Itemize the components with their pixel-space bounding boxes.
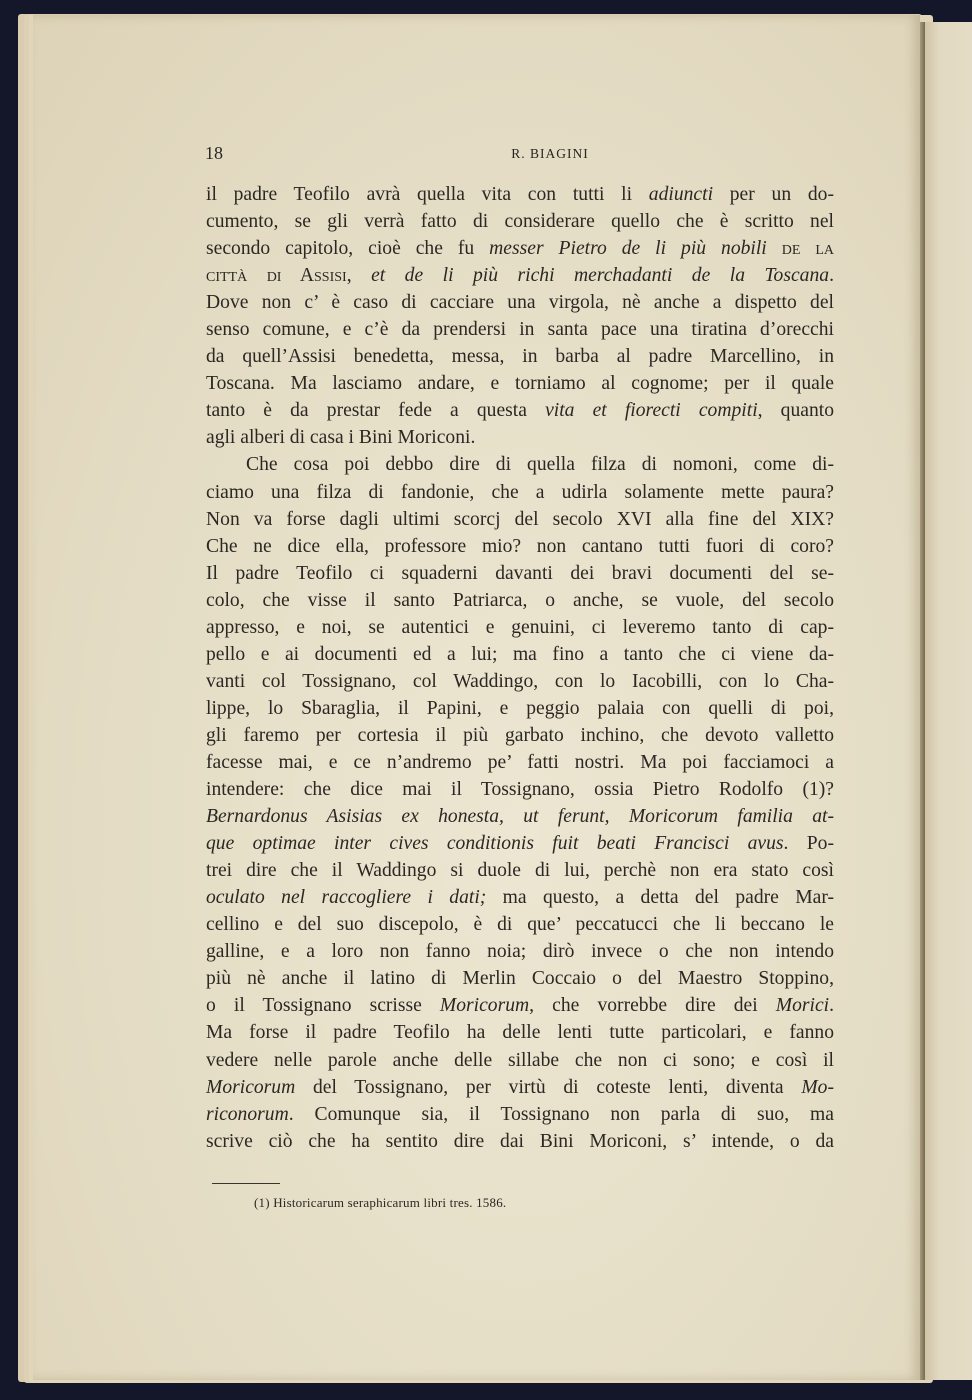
text-line bbox=[206, 1047, 834, 1074]
text-line bbox=[206, 451, 834, 478]
facing-page-edge bbox=[925, 22, 972, 1380]
text-line bbox=[206, 1019, 834, 1046]
text-line bbox=[206, 181, 834, 208]
italic-text: vita et fiorecti compiti bbox=[545, 400, 758, 422]
text-run: vanti col Tossignano, col Waddingo, con lo Iacobilli, con lo Cha- bbox=[206, 670, 834, 692]
text-run: cellino e del suo discepolo, è di que’ peccatucci che li beccano le bbox=[206, 914, 834, 936]
text-run: secondo capitolo, cioè che fu bbox=[206, 238, 490, 260]
text-line bbox=[206, 424, 834, 451]
text-run: da quell’Assisi benedetta, messa, in barba al padre Marcellino, in bbox=[206, 346, 834, 368]
text-line bbox=[206, 397, 834, 424]
italic-text: adiuncti bbox=[648, 184, 714, 205]
text-line bbox=[206, 1128, 834, 1155]
text-run: Che cosa poi debbo dire di quella filza di nomoni, come di- bbox=[246, 454, 834, 476]
text-line bbox=[206, 965, 834, 992]
text-run: Il padre Teofilo ci squaderni davanti dei bravi documenti del se- bbox=[206, 562, 834, 584]
text-line bbox=[206, 370, 834, 397]
text-line bbox=[206, 938, 834, 965]
text-line bbox=[206, 506, 834, 533]
text-line bbox=[206, 992, 834, 1019]
page-header bbox=[205, 143, 835, 165]
text-line bbox=[206, 884, 834, 911]
italic-text: riconorum bbox=[206, 1103, 289, 1125]
text-line bbox=[206, 641, 834, 668]
text-line bbox=[206, 614, 834, 641]
text-line bbox=[206, 668, 834, 695]
text-run: tanto è da prestar fede a questa bbox=[206, 400, 546, 422]
text-run: scrive ciò che ha sentito dire dai Bini Moriconi, s’ intende, o da bbox=[206, 1130, 834, 1152]
text-line bbox=[206, 1074, 834, 1101]
italic-text: Moricorum bbox=[206, 1076, 296, 1098]
text-line bbox=[206, 235, 834, 262]
text-run: lippe, lo Sbaraglia, il Papini, e peggio palaia con quelli di poi, bbox=[206, 697, 834, 719]
text-run: trei dire che il Waddingo si duole di lui, perchè non era stato così bbox=[206, 860, 834, 882]
text-run: Ma forse il padre Teofilo ha delle lenti tutte particolari, e fanno bbox=[206, 1022, 834, 1044]
text-run: senso comune, e c’è da prendersi in santa pace una tiratina d’orecchi bbox=[206, 319, 834, 341]
text-run: il padre Teofilo avrà quella vita con tutti li bbox=[206, 184, 649, 205]
text-run: gli faremo per cortesia il più garbato inchino, che devoto valletto bbox=[206, 724, 834, 746]
text-line bbox=[206, 343, 834, 370]
text-run: Non va forse dagli ultimi scorcj del secolo XVI alla fine del XIX? bbox=[206, 508, 834, 530]
italic-text: Moricorum, bbox=[439, 995, 535, 1017]
text-run: Toscana. Ma lasciamo andare, e torniamo al cognome; per il quale bbox=[206, 373, 834, 395]
text-line bbox=[206, 533, 834, 560]
text-run: galline, e a loro non fanno noia; dirò invece o che non intendo bbox=[206, 941, 834, 963]
text-run: facesse mai, e ce n’andremo pe’ fatti nostri. Ma poi facciamoci a bbox=[206, 751, 834, 773]
text-run: . Comunque sia, il Tossignano non parla di suo, ma bbox=[288, 1103, 834, 1125]
small-caps-text: città di Assisi bbox=[206, 265, 347, 287]
italic-text: Bernardonus Asisias ex honesta, ut ferunt, Moricorum familia at- bbox=[206, 806, 834, 828]
text-run: Che ne dice ella, professore mio? non cantano tutti fuori di coro? bbox=[206, 535, 834, 557]
text-line bbox=[206, 749, 834, 776]
text-run: ciamo una filza di fandonie, che a udirla solamente mette paura? bbox=[206, 481, 834, 503]
italic-text: Mo- bbox=[801, 1076, 834, 1098]
text-run: intendere: che dice mai il Tossignano, ossia Pietro Rodolfo (1)? bbox=[206, 779, 834, 801]
text-run bbox=[767, 238, 782, 259]
text-line bbox=[206, 262, 834, 289]
text-run: più nè anche il latino di Merlin Coccaio o del Maestro Stoppino, bbox=[206, 968, 834, 990]
footnote: (1) Historicarum seraphicarum libri tres. 1586. bbox=[254, 1195, 507, 1210]
text-run: vedere nelle parole anche delle sillabe che non ci sono; e così il bbox=[206, 1049, 834, 1071]
text-line bbox=[206, 695, 834, 722]
italic-text: messer Pietro de li più nobili bbox=[489, 238, 767, 260]
text-line bbox=[206, 911, 834, 938]
text-line bbox=[206, 1101, 834, 1128]
text-line bbox=[206, 208, 834, 235]
text-line bbox=[206, 830, 834, 857]
text-line bbox=[206, 722, 834, 749]
italic-text: et de li più richi merchadanti de la Toscana bbox=[371, 265, 830, 287]
text-run: Dove non c’ è caso di cacciare una virgola, nè anche a dispetto del bbox=[206, 292, 834, 314]
italic-text: oculato nel raccogliere i dati; bbox=[206, 887, 487, 909]
running-head: R. BIAGINI bbox=[511, 146, 589, 161]
text-run: ma questo, a detta del padre Mar- bbox=[486, 887, 834, 909]
text-line bbox=[206, 289, 834, 316]
text-line bbox=[206, 803, 834, 830]
body-text bbox=[206, 181, 834, 1155]
text-run: appresso, e noi, se autentici e genuini, ci leveremo tanto di cap- bbox=[206, 616, 834, 638]
text-line bbox=[206, 587, 834, 614]
text-run: del Tossignano, per virtù di coteste lenti, diventa bbox=[295, 1076, 802, 1098]
italic-text: que optimae inter cives conditionis fuit beati Francisci avus bbox=[206, 833, 784, 855]
text-run: che vorrebbe dire dei bbox=[534, 995, 776, 1017]
text-line bbox=[206, 316, 834, 343]
text-run: cumento, se gli verrà fatto di considerare quello che è scritto nel bbox=[206, 211, 834, 233]
text-run: . bbox=[829, 265, 834, 287]
text-line bbox=[206, 857, 834, 884]
italic-text: Morici bbox=[775, 995, 830, 1017]
text-run: colo, che visse il santo Patriarca, o anche, se vuole, del secolo bbox=[206, 589, 834, 611]
small-caps-text: de la bbox=[781, 238, 834, 260]
text-line bbox=[206, 776, 834, 803]
text-line bbox=[206, 479, 834, 506]
text-run: per un do- bbox=[713, 184, 834, 205]
page-number: 18 bbox=[205, 143, 223, 163]
footnote-rule bbox=[212, 1183, 280, 1184]
text-run: , quanto bbox=[757, 400, 834, 422]
text-run: , bbox=[346, 265, 372, 287]
text-run: pello e ai documenti ed a lui; ma fino a tanto che ci viene da- bbox=[206, 643, 834, 665]
text-run: o il Tossignano scrisse bbox=[206, 995, 440, 1017]
text-run: agli alberi di casa i Bini Moriconi. bbox=[206, 427, 476, 449]
text-run: . Po- bbox=[783, 833, 834, 855]
text-line bbox=[206, 560, 834, 587]
text-run: . bbox=[829, 995, 834, 1017]
